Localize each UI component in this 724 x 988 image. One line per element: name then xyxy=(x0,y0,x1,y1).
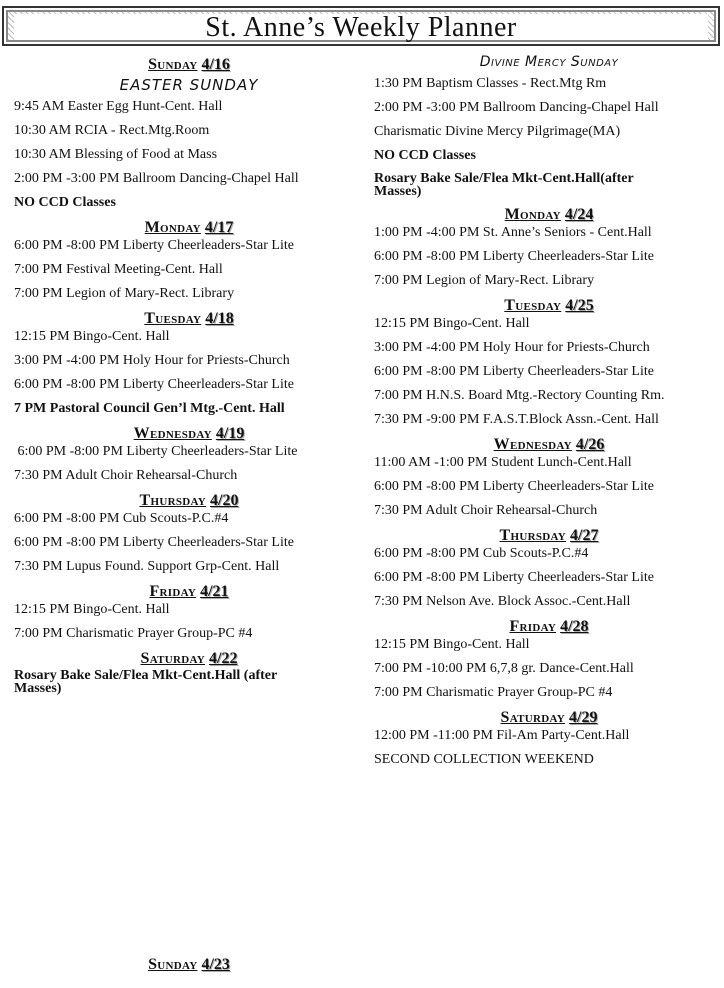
list-item: 6:00 PM -8:00 PM Liberty Cheerleaders-Star Lite xyxy=(374,570,654,585)
right-column xyxy=(374,52,724,776)
list-item: 9:45 AM Easter Egg Hunt-Cent. Hall xyxy=(14,99,223,114)
list-item: 6:00 PM -8:00 PM Cub Scouts-P.C.#4 xyxy=(14,511,229,526)
list-item: 12:15 PM Bingo-Cent. Hall xyxy=(14,602,170,617)
day-heading-monday: Monday 4/17 xyxy=(144,219,234,236)
list-item: 7:30 PM -9:00 PM F.A.S.T.Block Assn.-Cent. Hall xyxy=(374,412,659,427)
list-item: 6:00 PM -8:00 PM Liberty Cheerleaders-Star Lite xyxy=(14,238,294,253)
list-item: 6:00 PM -8:00 PM Liberty Cheerleaders-Star Lite xyxy=(14,535,294,550)
divine-mercy-heading: Divine Mercy Sunday xyxy=(479,54,619,70)
list-item: 7:30 PM Nelson Ave. Block Assoc.-Cent.Hall xyxy=(374,594,631,609)
list-item: 7:00 PM -10:00 PM 6,7,8 gr. Dance-Cent.Hall xyxy=(374,661,634,676)
day-heading-saturday: Saturday 4/29 xyxy=(500,709,598,726)
day-heading-sunday: Sunday 4/16 xyxy=(148,56,230,73)
day-heading-friday: Friday 4/28 xyxy=(509,618,589,635)
list-item: 2:00 PM -3:00 PM Ballroom Dancing-Chapel Hall xyxy=(14,171,299,186)
day-heading-next-sunday: Sunday 4/23 xyxy=(148,956,230,973)
page-title: St. Anne’s Weekly Planner xyxy=(14,14,708,40)
list-item: 1:30 PM Baptism Classes - Rect.Mtg Rm xyxy=(374,76,607,91)
list-item: 6:00 PM -8:00 PM Cub Scouts-P.C.#4 xyxy=(374,546,589,561)
list-item: 10:30 AM RCIA - Rect.Mtg.Room xyxy=(14,123,210,138)
left-column xyxy=(14,52,364,703)
list-item: 3:00 PM -4:00 PM Holy Hour for Priests-Church xyxy=(14,353,290,368)
list-item-bold: Rosary Bake Sale/Flea Mkt-Cent.Hall (after Masses) xyxy=(14,668,277,696)
list-item: 6:00 PM -8:00 PM Liberty Cheerleaders-Star Lite xyxy=(14,444,298,459)
list-item-bold: NO CCD Classes xyxy=(374,148,476,163)
day-heading-thursday: Thursday 4/20 xyxy=(139,492,239,509)
list-item: 7:00 PM Legion of Mary-Rect. Library xyxy=(14,286,235,301)
day-heading-thursday: Thursday 4/27 xyxy=(499,527,599,544)
list-item: 6:00 PM -8:00 PM Liberty Cheerleaders-Star Lite xyxy=(374,249,654,264)
list-item: 12:15 PM Bingo-Cent. Hall xyxy=(14,329,170,344)
list-item: 10:30 AM Blessing of Food at Mass xyxy=(14,147,218,162)
list-item: 12:15 PM Bingo-Cent. Hall xyxy=(374,316,530,331)
list-item: 7:00 PM Charismatic Prayer Group-PC #4 xyxy=(374,685,613,700)
list-item: 3:00 PM -4:00 PM Holy Hour for Priests-Church xyxy=(374,340,650,355)
list-item: 7:00 PM Legion of Mary-Rect. Library xyxy=(374,273,595,288)
list-item: 7:00 PM Festival Meeting-Cent. Hall xyxy=(14,262,223,277)
list-item: 7:00 PM H.N.S. Board Mtg.-Rectory Counting Rm. xyxy=(374,388,665,403)
list-item-bold: Rosary Bake Sale/Flea Mkt-Cent.Hall(after Masses) xyxy=(374,171,634,199)
list-item: Charismatic Divine Mercy Pilgrimage(MA) xyxy=(374,124,621,139)
list-item: 11:00 AM -1:00 PM Student Lunch-Cent.Hall xyxy=(374,455,632,470)
title-banner xyxy=(2,6,720,46)
list-item: SECOND COLLECTION WEEKEND xyxy=(374,752,594,767)
list-item: 1:00 PM -4:00 PM St. Anne’s Seniors - Cent.Hall xyxy=(374,225,652,240)
list-item: 12:00 PM -11:00 PM Fil-Am Party-Cent.Hall xyxy=(374,728,630,743)
list-item-bold: 7 PM Pastoral Council Gen’l Mtg.-Cent. Hall xyxy=(14,401,285,416)
list-item: 7:30 PM Lupus Found. Support Grp-Cent. Hall xyxy=(14,559,280,574)
list-item: 2:00 PM -3:00 PM Ballroom Dancing-Chapel Hall xyxy=(374,100,659,115)
day-heading-friday: Friday 4/21 xyxy=(149,583,229,600)
list-item: 7:30 PM Adult Choir Rehearsal-Church xyxy=(14,468,238,483)
list-item: 6:00 PM -8:00 PM Liberty Cheerleaders-Star Lite xyxy=(374,479,654,494)
easter-sunday-heading: EASTER SUNDAY xyxy=(119,76,259,94)
list-item: 6:00 PM -8:00 PM Liberty Cheerleaders-Star Lite xyxy=(14,377,294,392)
list-item-bold: NO CCD Classes xyxy=(14,195,116,210)
day-heading-monday: Monday 4/24 xyxy=(504,206,594,223)
list-item: 6:00 PM -8:00 PM Liberty Cheerleaders-Star Lite xyxy=(374,364,654,379)
day-heading-wednesday: Wednesday 4/26 xyxy=(493,436,605,453)
day-heading-saturday: Saturday 4/22 xyxy=(140,650,238,667)
list-item: 7:00 PM Charismatic Prayer Group-PC #4 xyxy=(14,626,253,641)
list-item: 12:15 PM Bingo-Cent. Hall xyxy=(374,637,530,652)
day-heading-wednesday: Wednesday 4/19 xyxy=(133,425,245,442)
day-heading-tuesday: Tuesday 4/18 xyxy=(144,310,234,327)
day-heading-tuesday: Tuesday 4/25 xyxy=(504,297,594,314)
list-item: 7:30 PM Adult Choir Rehearsal-Church xyxy=(374,503,598,518)
